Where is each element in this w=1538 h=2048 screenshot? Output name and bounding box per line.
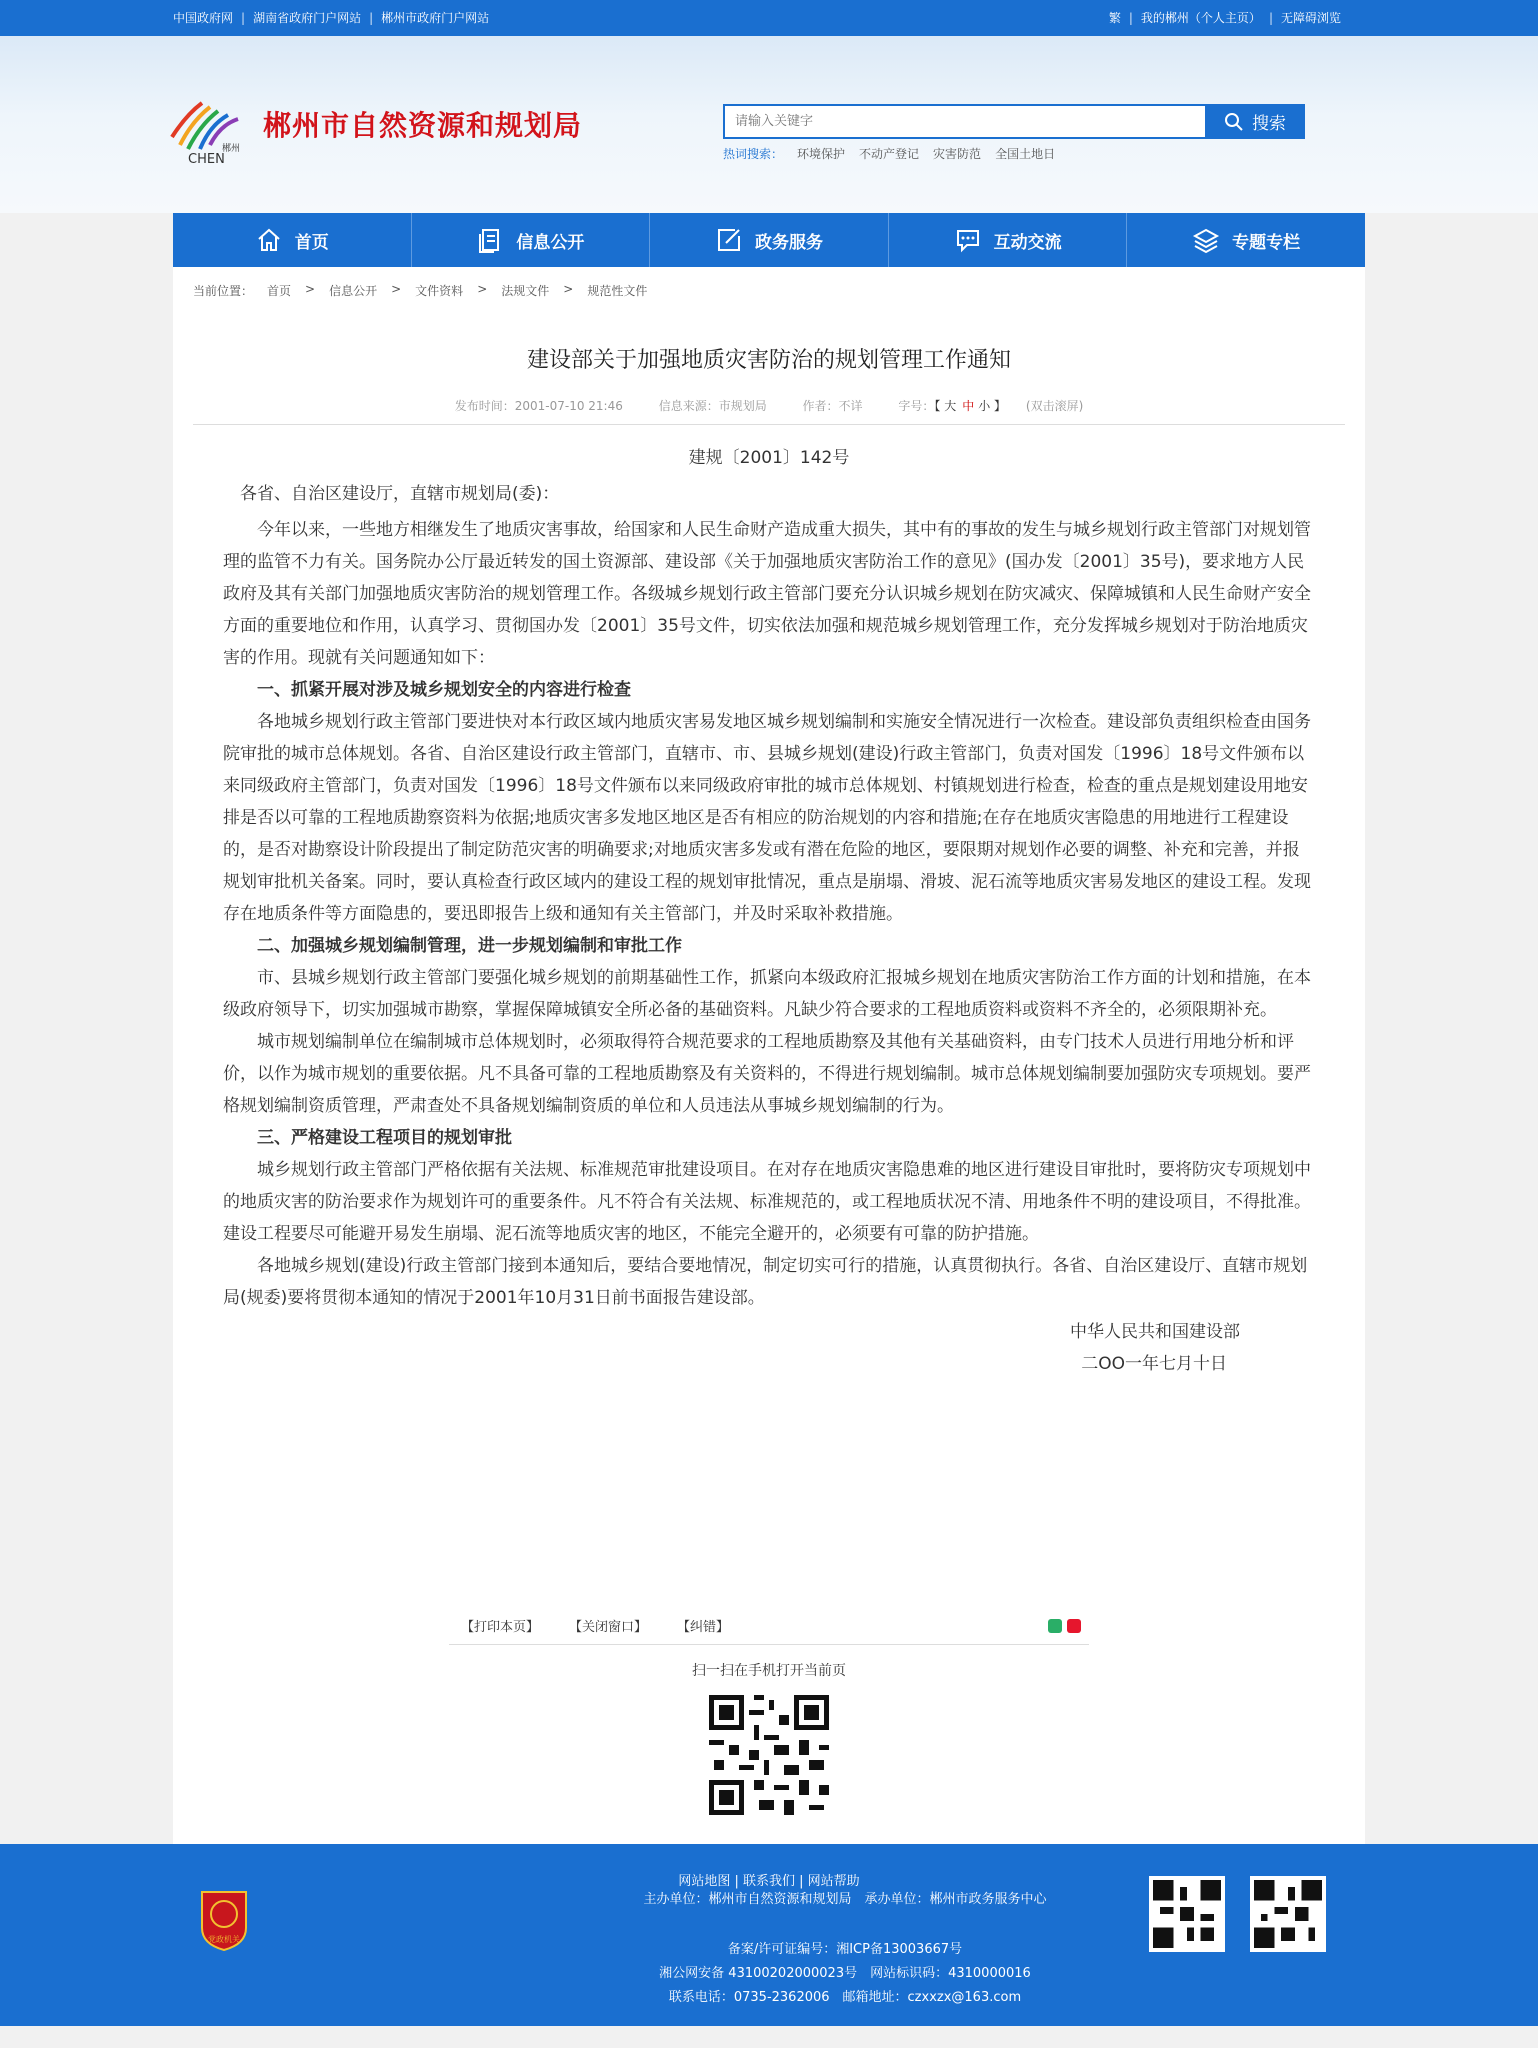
article-tools xyxy=(449,1607,1089,1645)
paragraph: 各地城乡规划(建设)行政主管部门接到本通知后，要结合要地情况，制定切实可行的措施，认真贯彻执行。各省、自治区建设厅、直辖市规划局(规委)要将贯彻本通知的情况于2001年10月31日前书面报告建设部。 xyxy=(223,1256,1308,1308)
section-heading: 二、加强城乡规划编制管理，进一步规划编制和审批工作 xyxy=(257,936,682,956)
hot-label: 热词搜索： xyxy=(723,147,784,161)
print-button[interactable]: 【打印本页】 xyxy=(461,1620,540,1635)
site-name: 郴州市自然资源和规划局 xyxy=(263,109,583,142)
footer xyxy=(0,1844,1538,2026)
report-error-button[interactable]: 【纠错】 xyxy=(677,1620,730,1635)
link-traditional[interactable]: 繁 xyxy=(1108,11,1121,25)
paragraph: 城市规划编制单位在编制城市总体规划时，必须取得符合规范要求的工程地质勘察及其他有关基础资料，由专门技术人员进行用地分析和评价，以作为城市规划的重要依据。凡不具备可靠的工程地质勘察及有关资料的，不得进行规划编制。城市总体规划编制要加强防灾专项规划。要严格规划编制资质管理，严肃查处不具备规划编制资质的单位和人员违法从事城乡规划编制的行为。 xyxy=(223,1032,1311,1116)
search-icon xyxy=(1224,112,1244,132)
top-links-left: 中国政府网 | 湖南省政府门户网站 | 郴州市政府门户网站 xyxy=(173,0,489,36)
font-size-medium[interactable]: 中 xyxy=(962,399,975,413)
breadcrumb xyxy=(193,282,647,299)
header-banner xyxy=(0,36,1538,213)
paragraph: 城乡规划行政主管部门严格依据有关法规、标准规范审批建设项目。在对存在地质灾害隐患难的地区进行建设目审批时，要将防灾专项规划中的地质灾害的防治要求作为规划许可的重要条件。凡不符合有关法规、标准规范的，或工程地质状况不清、用地条件不明的建设项目，不得批准。建设工程要尽可能避开易发生崩塌、泥石流等地质灾害的地区，不能完全避开的，必须要有可靠的防护措施。 xyxy=(223,1160,1311,1244)
link-accessibility[interactable]: 无障碍浏览 xyxy=(1280,11,1341,25)
article-container xyxy=(173,267,1365,1844)
nav-topics[interactable] xyxy=(1127,213,1365,267)
nav-services[interactable] xyxy=(650,213,889,267)
svg-text:郴州: 郴州 xyxy=(222,144,241,154)
top-links-right: 繁 | 我的郴州（个人主页） | 无障碍浏览 xyxy=(1109,0,1341,36)
salutation: 各省、自治区建设厅，直辖市规划局(委)： xyxy=(240,484,560,504)
article-title: 建设部关于加强地质灾害防治的规划管理工作通知 xyxy=(526,348,1011,373)
section-heading: 一、抓紧开展对涉及城乡规划安全的内容进行检查 xyxy=(257,680,631,700)
hot-keyword[interactable]: 不动产登记 xyxy=(859,147,920,161)
hot-keyword[interactable]: 全国土地日 xyxy=(995,147,1056,161)
breadcrumb-normative[interactable]: 规范性文件 xyxy=(587,284,648,298)
publish-time: 发布时间：2001-07-10 21:46 xyxy=(454,399,623,413)
document-number: 建规〔2001〕142号 xyxy=(688,448,850,468)
signature-org: 中华人民共和国建设部 xyxy=(1070,1322,1240,1342)
nav-info-public[interactable] xyxy=(412,213,651,267)
signature-date: 二OO一年七月十日 xyxy=(1081,1354,1227,1374)
breadcrumb-sep: > xyxy=(305,282,316,296)
font-size-label: 字号： xyxy=(898,399,935,413)
nav-home[interactable] xyxy=(173,213,412,267)
link-gov-cn[interactable]: 中国政府网 xyxy=(173,11,234,25)
svg-text:党政机关: 党政机关 xyxy=(208,1935,240,1944)
party-gov-badge-icon[interactable] xyxy=(198,1888,250,1952)
nav-home-label: 首页 xyxy=(294,232,329,253)
nav-interaction-label: 互动交流 xyxy=(993,232,1062,253)
footer-icp[interactable]: 备案/许可证编号：湘ICP备13003667号 xyxy=(727,1942,963,1957)
breadcrumb-info-public[interactable]: 信息公开 xyxy=(329,284,378,298)
chat-icon xyxy=(954,226,982,254)
nav-info-public-label: 信息公开 xyxy=(516,232,585,253)
nav-topics-label: 专题专栏 xyxy=(1232,232,1301,253)
search-input[interactable] xyxy=(723,104,1205,139)
breadcrumb-home[interactable]: 首页 xyxy=(267,284,292,298)
font-size-small[interactable]: 小 】 xyxy=(978,399,1007,413)
paragraph: 市、县城乡规划行政主管部门要强化城乡规划的前期基础性工作，抓紧向本级政府汇报城乡规划在地质灾害防治工作方面的计划和措施，在本级政府领导下，切实加强城市勘察，掌握保障城镇安全所必备的基础资料。凡缺少符合要求的工程地质资料或资料不齐全的，必须限期补充。 xyxy=(223,968,1311,1020)
search-button-label: 搜索 xyxy=(1252,114,1286,134)
footer-sponsor: 主办单位：郴州市自然资源和规划局 承办单位：郴州市政务服务中心 xyxy=(643,1892,1047,1907)
breadcrumb-regulations[interactable]: 法规文件 xyxy=(501,284,550,298)
top-bar xyxy=(0,0,1538,36)
scan-hint: 扫一扫在手机打开当前页 xyxy=(692,1663,846,1679)
document-icon xyxy=(476,226,504,254)
search-button[interactable] xyxy=(1205,104,1305,139)
close-window-button[interactable]: 【关闭窗口】 xyxy=(569,1620,648,1635)
divider xyxy=(193,424,1345,425)
article-body xyxy=(223,438,1315,1380)
main-nav xyxy=(173,213,1365,267)
hot-keyword[interactable]: 环境保护 xyxy=(797,147,846,161)
breadcrumb-sep: > xyxy=(477,282,488,296)
wechat-icon[interactable] xyxy=(1048,1619,1062,1633)
edit-icon xyxy=(715,226,743,254)
link-my-chenzhou[interactable]: 我的郴州（个人主页） xyxy=(1140,11,1261,25)
link-hunan-gov[interactable]: 湖南省政府门户网站 xyxy=(253,11,362,25)
link-chenzhou-gov[interactable]: 郴州市政府门户网站 xyxy=(381,11,490,25)
home-icon xyxy=(255,226,283,254)
footer-links[interactable]: 网站地图 | 联系我们 | 网站帮助 xyxy=(678,1874,860,1889)
svg-text:CHEN: CHEN xyxy=(188,152,225,165)
article-meta xyxy=(173,397,1365,414)
footer-qr-code xyxy=(1250,1876,1326,1952)
breadcrumb-documents[interactable]: 文件资料 xyxy=(415,284,464,298)
site-logo xyxy=(166,95,248,165)
hot-keywords xyxy=(723,145,1055,162)
layers-icon xyxy=(1192,226,1220,254)
weibo-icon[interactable] xyxy=(1067,1619,1081,1633)
qr-code xyxy=(704,1690,834,1820)
paragraph: 今年以来，一些地方相继发生了地质灾害事故，给国家和人民生命财产造成重大损失，其中有的事故的发生与城乡规划行政主管部门对规划管理的监管不力有关。国务院办公厅最近转发的国土资源部、建设部《关于加强地质灾害防治工作的意见》(国办发〔2001〕35号)，要求地方人民政府及其有关部门加强地质灾害防治的规划管理工作。各级城乡规划行政主管部门要充分认识城乡规划在防灾减灾、保障城镇和人民生命财产安全方面的重要地位和作用，认真学习、贯彻国办发〔2001〕35号文件，切实依法加强和规范城乡规划管理工作，充分发挥城乡规划对于防治地质灾害的作用。现就有关问题通知如下： xyxy=(223,520,1311,668)
search-bar xyxy=(723,104,1305,139)
footer-qr-code xyxy=(1149,1876,1225,1952)
author: 作者：不详 xyxy=(802,399,863,413)
double-click-scroll: (双击滚屏) xyxy=(1025,399,1084,413)
nav-services-label: 政务服务 xyxy=(754,232,823,253)
breadcrumb-label: 当前位置： xyxy=(193,284,254,298)
footer-contact: 联系电话：0735-2362006 邮箱地址：czxxzx@163.com xyxy=(668,1990,1022,2005)
info-source: 信息来源：市规划局 xyxy=(658,399,767,413)
breadcrumb-sep: > xyxy=(563,282,574,296)
paragraph: 各地城乡规划行政主管部门要进快对本行政区域内地质灾害易发地区城乡规划编制和实施安全情况进行一次检查。建设部负责组织检查由国务院审批的城市总体规划。各省、自治区建设行政主管部门，直辖市、市、县城乡规划(建设)行政主管部门，负责对国发〔1996〕18号文件颁布以来同级政府主管部门，负责对国发〔1996〕18号文件颁布以来同级政府审批的城市总体规划、村镇规划进行检查，检查的重点是规划建设用地安排是否以可靠的工程地质勘察资料为依据;地质灾害多发地区地区是否有相应的防治规划的内容和措施;在存在地质灾害隐患的用地进行工程建设的，是否对勘察设计阶段提出了制定防范灾害的明确要求;对地质灾害多发或有潜在危险的地区，要限期对规划作必要的调整、补充和完善，并报规划审批机关备案。同时，要认真检查行政区域内的建设工程的规划审批情况，重点是崩塌、滑坡、泥石流等地质灾害易发地区的建设工程。发现存在地质条件等方面隐患的，要迅即报告上级和通知有关主管部门，并及时采取补救措施。 xyxy=(223,712,1311,924)
breadcrumb-sep: > xyxy=(391,282,402,296)
nav-interaction[interactable] xyxy=(889,213,1128,267)
share-buttons xyxy=(1048,1619,1081,1633)
footer-police[interactable]: 湘公网安备 43100202000023号 网站标识码：4310000016 xyxy=(659,1966,1031,1981)
section-heading: 三、严格建设工程项目的规划审批 xyxy=(257,1128,512,1148)
font-size-large[interactable]: 【 大 xyxy=(934,399,957,413)
hot-keyword[interactable]: 灾害防范 xyxy=(933,147,982,161)
